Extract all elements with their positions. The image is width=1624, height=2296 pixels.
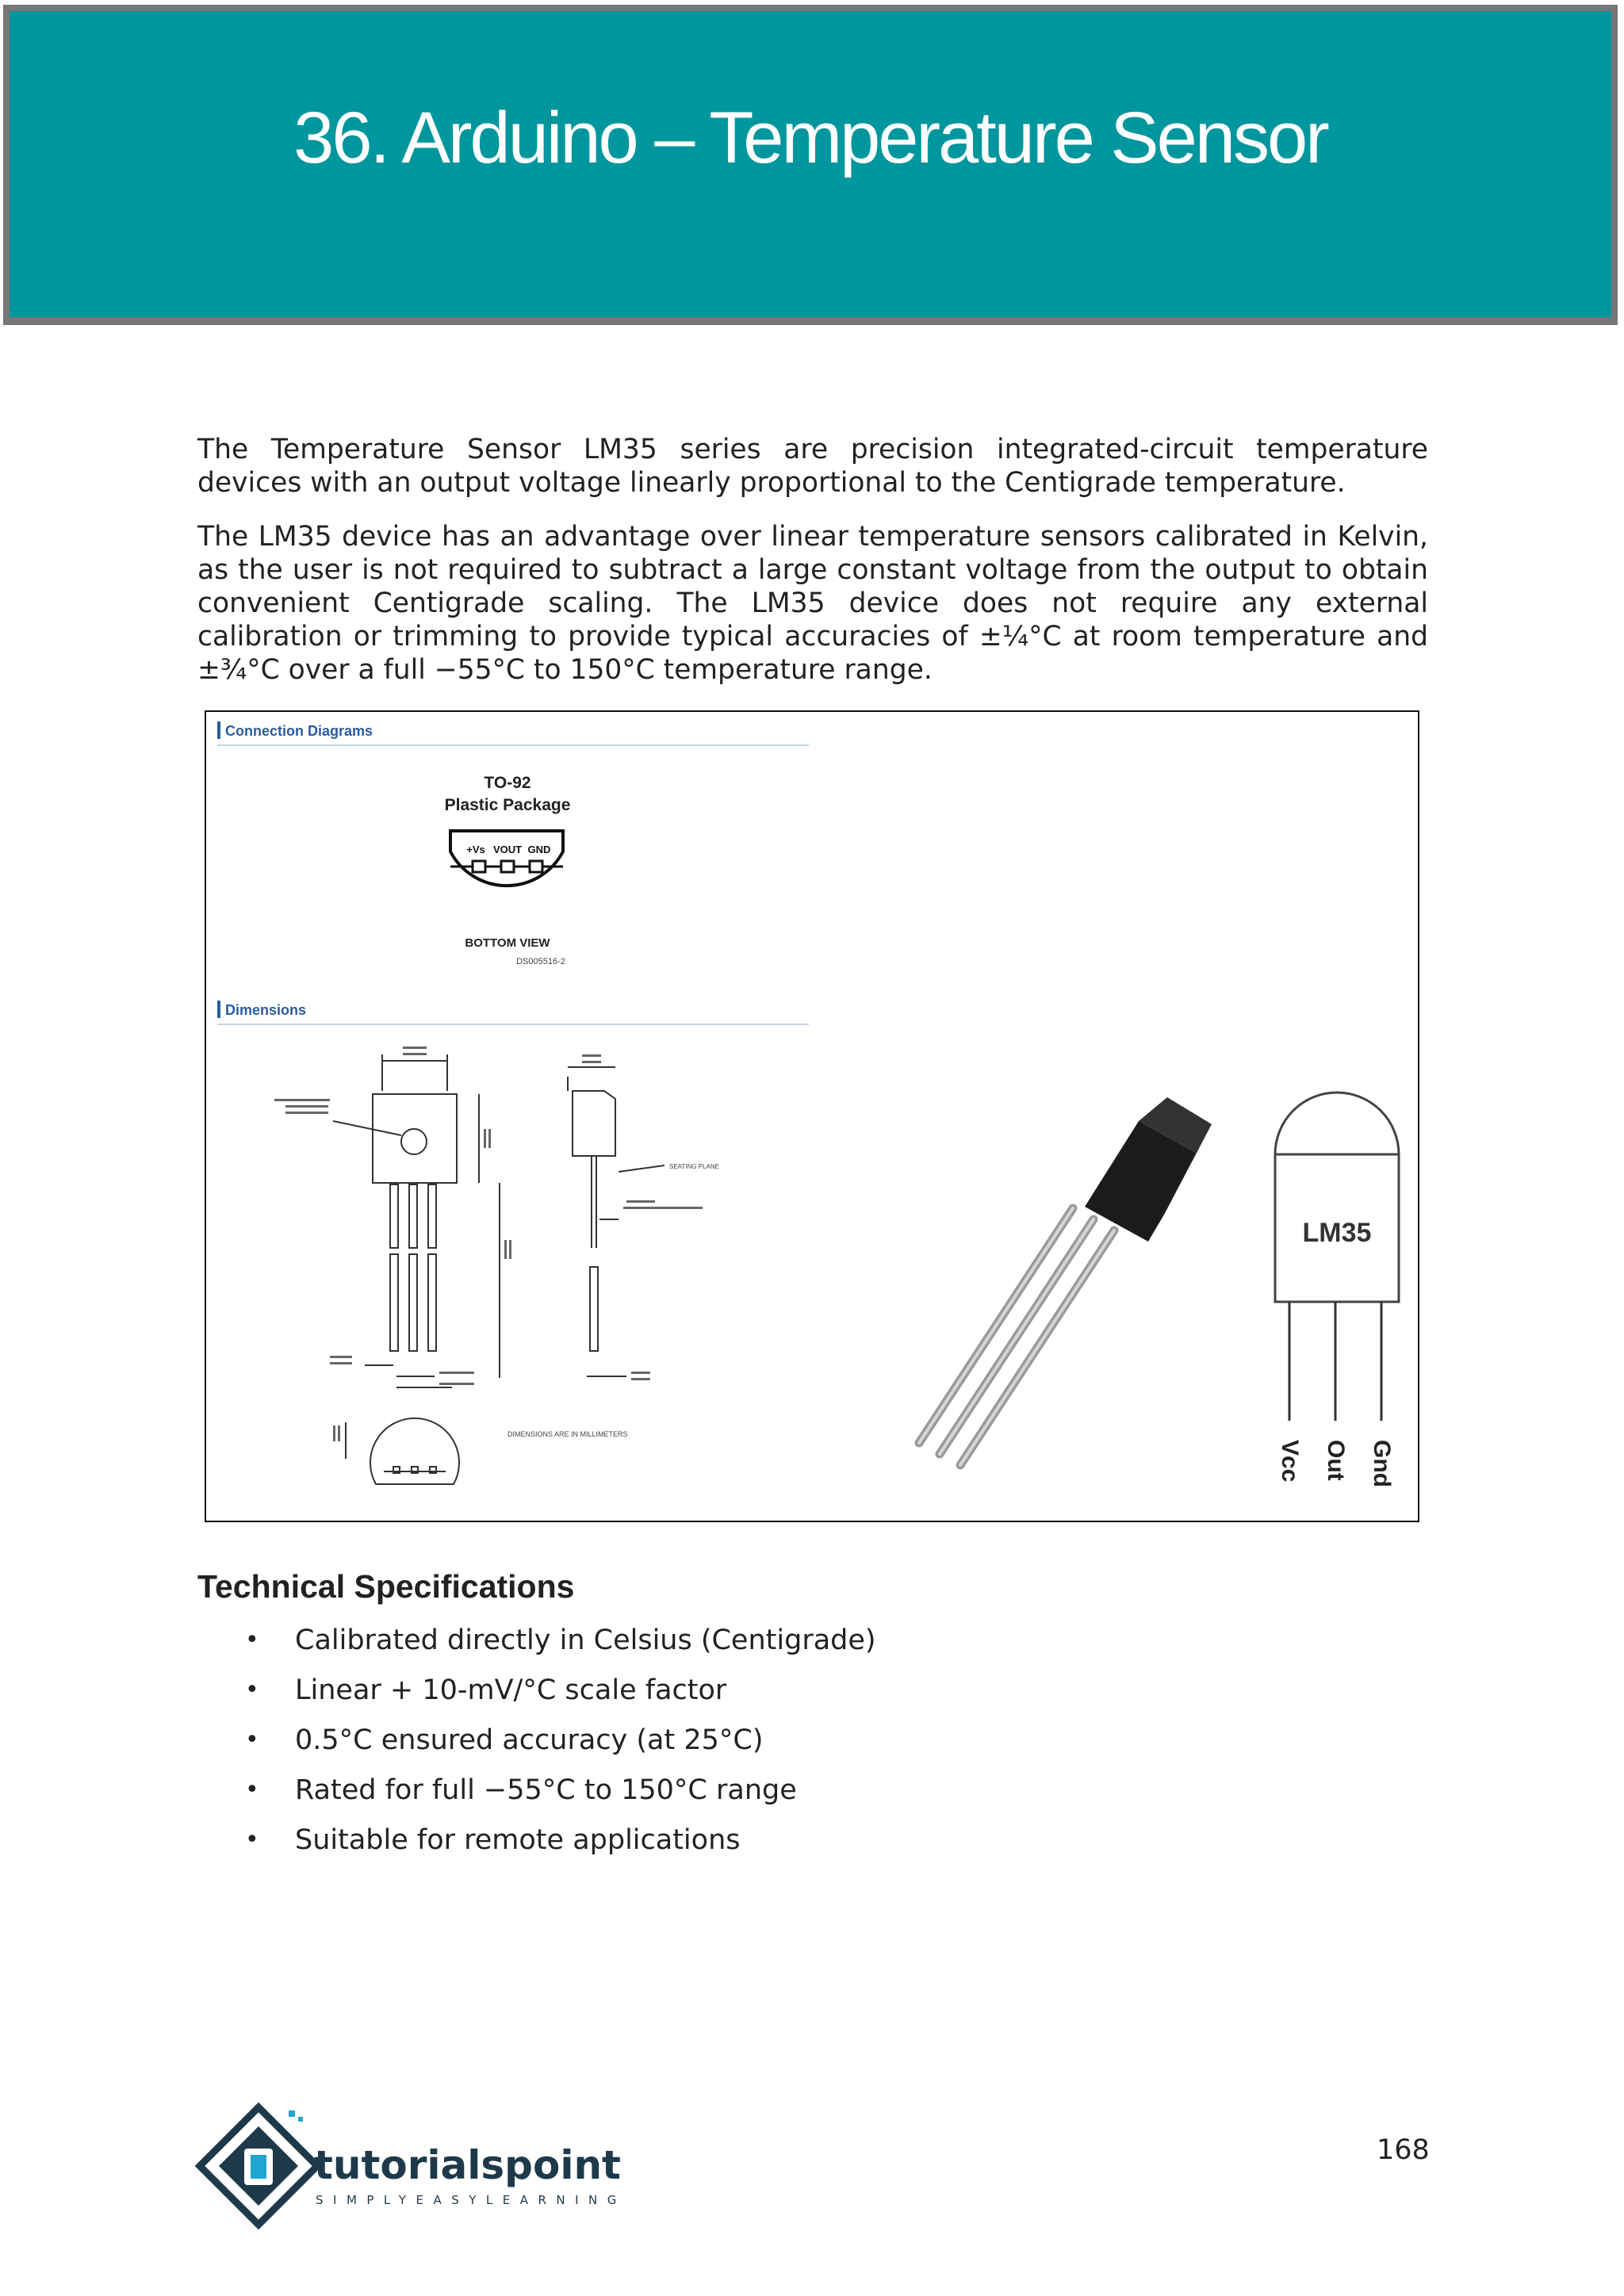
lm35-pinout-drawing	[1275, 1093, 1399, 1487]
pin-vs-label: +Vs	[466, 844, 485, 855]
dimensions-heading	[217, 1001, 809, 1024]
pin-gnd-label: GND	[527, 844, 551, 855]
bullet-icon: •	[245, 1826, 259, 1854]
specs-list	[197, 1624, 876, 1873]
pin-gnd-pinout-label: Gnd	[1369, 1440, 1395, 1487]
lm35-photo-illustration	[919, 1097, 1212, 1465]
seating-plane-label: SEATING PLANE	[669, 1163, 719, 1170]
page-number: 168	[1377, 2134, 1430, 2166]
connection-diagrams-label: Connection Diagrams	[225, 723, 373, 739]
to92-package-diagram	[445, 774, 571, 966]
advantage-paragraph: The LM35 device has an advantage over linear temperature sensors calibrated in Kelvin, as the user is not required to subtract a large constant voltage from the output to obtain convenient Centigrade scaling. The LM35 device does not require any external calibration or trimming to provide typical accuracies of ±¼°C at room temperature and ±¾°C over a full −55°C to 150°C temperature range.	[197, 521, 1428, 686]
chapter-title: 36. Arduino – Temperature Sensor	[293, 98, 1327, 178]
specs-heading: Technical Specifications	[197, 1568, 575, 1605]
connection-diagrams-heading	[217, 721, 809, 745]
lm35-diagram-figure	[205, 710, 1419, 1522]
list-item	[197, 1823, 876, 1873]
intro-paragraph: The Temperature Sensor LM35 series are precision integrated-circuit temperature devices with an output voltage linearly proportional to the Centigrade temperature.	[197, 434, 1428, 499]
bottom-outline-drawing	[346, 1418, 459, 1484]
pin-vcc-label: Vcc	[1277, 1440, 1303, 1483]
dimensions-note-label: DIMENSIONS ARE IN MILLIMETERS	[508, 1430, 628, 1438]
pin-out-label: Out	[1323, 1440, 1349, 1481]
bullet-icon: •	[245, 1776, 259, 1804]
front-view-drawing	[333, 1054, 500, 1387]
drawing-code-label: DS005516-2	[516, 957, 565, 966]
side-view-drawing	[568, 1067, 665, 1376]
bullet-icon: •	[245, 1676, 259, 1704]
spec-text: Suitable for remote applications	[295, 1824, 741, 1856]
spec-text: Linear + 10-mV/°C scale factor	[295, 1674, 727, 1706]
chapter-banner	[3, 5, 1618, 325]
pin-vout-label: VOUT	[492, 844, 523, 855]
list-item	[197, 1624, 876, 1674]
spec-text: Calibrated directly in Celsius (Centigrade)	[295, 1624, 876, 1656]
package-outline	[450, 831, 563, 886]
tutorialspoint-logo-icon	[200, 2107, 317, 2225]
bottom-view-label: BOTTOM VIEW	[465, 936, 550, 950]
tutorialspoint-logo[interactable]	[195, 2103, 639, 2229]
dimensions-label: Dimensions	[225, 1002, 307, 1018]
list-item	[197, 1774, 876, 1823]
logo-wordmark: tutorialspoint	[314, 2142, 621, 2188]
bullet-icon: •	[245, 1726, 259, 1754]
logo-tagline: SIMPLYEASYLEARNING	[316, 2193, 626, 2207]
package-kind-label: Plastic Package	[444, 796, 571, 814]
chip-label: LM35	[1302, 1218, 1372, 1248]
bullet-icon: •	[245, 1626, 259, 1654]
list-item	[197, 1674, 876, 1724]
list-item	[197, 1724, 876, 1774]
package-type-label: TO-92	[484, 774, 531, 792]
spec-text: 0.5°C ensured accuracy (at 25°C)	[295, 1724, 764, 1756]
spec-text: Rated for full −55°C to 150°C range	[295, 1774, 797, 1806]
